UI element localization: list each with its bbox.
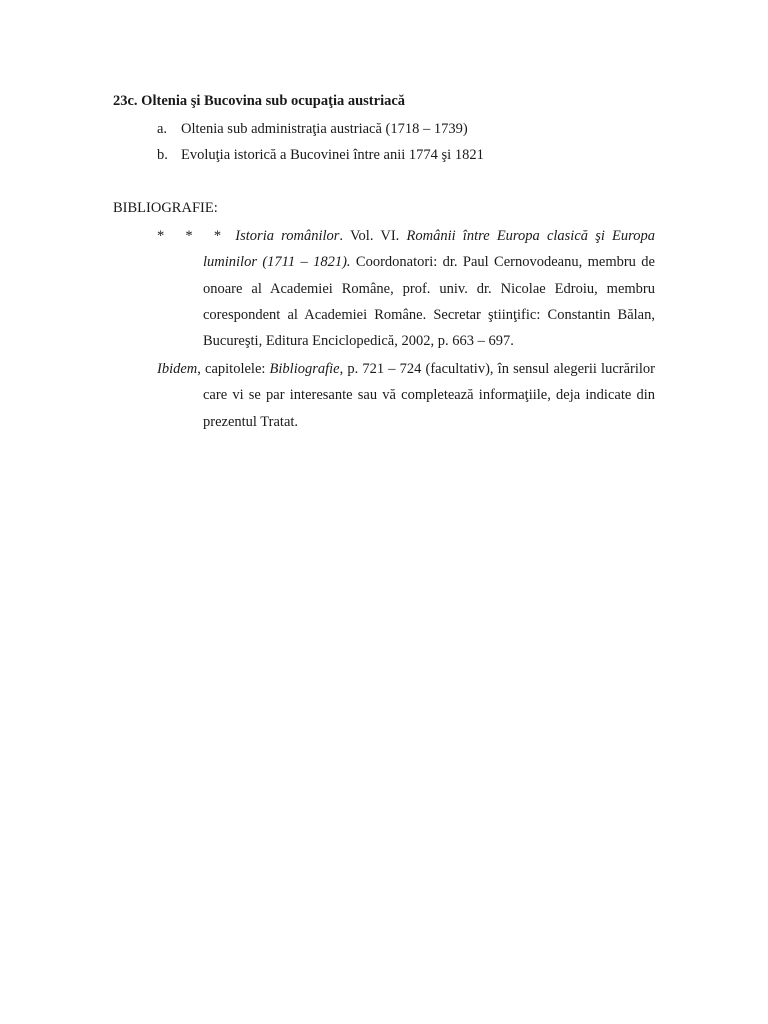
section-heading: 23c. Oltenia şi Bucovina sub ocupaţia austriacă [113,93,406,109]
bibliography-title: BIBLIOGRAFIE: [113,200,218,216]
work-subtitle: Românii între Europa clasică şi Europa luminilor (1711 – 1821). [203,228,656,271]
outline-marker: b. [157,147,168,163]
ibidem-text: Ibidem [157,361,198,377]
entry-details: , p. 721 – 724 (facultativ), în sensul alegerii lucrărilor care vi se par interesante sau vă completează informaţiile, deja indicate din prezentul Tratat. [203,361,655,430]
bibliography-entry [157,356,655,435]
outline-item [157,120,484,146]
bibliography-entry [157,223,655,354]
chapters-label: , capitolele: [197,361,270,377]
outline-text: Evoluţia istorică a Bucovinei între anii 1774 şi 1821 [181,147,484,163]
outline-text: Oltenia sub administraţia austriacă (1718 – 1739) [181,121,468,137]
entry-details: Coordonatori: dr. Paul Cernovodeanu, membru de onoare al Academiei Române, prof. univ. dr. Nicolae Edroiu, membru corespondent al Academiei Române. Secretar ştiinţific: Constantin Bălan, Bucureşti, Editura Enciclopedică, 2002, p. 663 – 697. [203,254,655,350]
work-title: Istoria românilor [235,228,340,244]
outline-marker: a. [157,121,168,137]
section-outline [157,120,484,172]
volume-text: . Vol. VI. [339,228,407,244]
chapter-title: Bibliografie [269,361,340,377]
outline-item [157,146,484,172]
anonymous-author-stars: * * * [157,228,229,244]
